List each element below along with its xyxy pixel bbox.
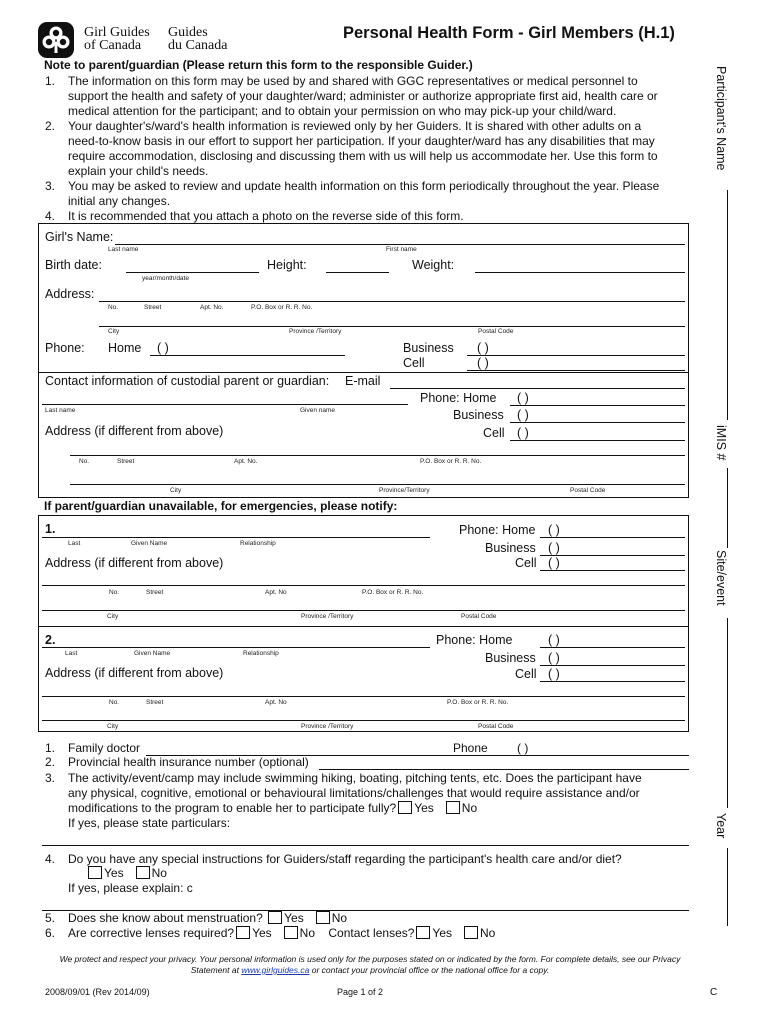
note-item-number: 4. xyxy=(45,209,56,223)
note-item-line: support the health and safety of your daughter/ward; administer or authorize appropriate first aid, health care or xyxy=(68,89,658,103)
guardian-email-field[interactable] xyxy=(390,388,685,389)
health-insurance-label: Provincial health insurance number (optional) xyxy=(68,755,309,769)
q5-yes-checkbox[interactable] xyxy=(268,911,282,924)
address-label: Address: xyxy=(45,287,95,301)
q5-no-checkbox[interactable] xyxy=(316,911,330,924)
logo xyxy=(38,22,243,58)
imis-label: iMIS # xyxy=(714,425,728,461)
height-field[interactable] xyxy=(326,272,389,273)
page-number: Page 1 of 2 xyxy=(337,987,384,997)
note-item-line: explain your child's needs. xyxy=(68,164,209,178)
guardian-address-label: Address (if different from above) xyxy=(45,424,224,438)
emergency-box xyxy=(38,515,689,732)
contact-lenses-no-checkbox[interactable] xyxy=(464,926,478,939)
note-item-number: 1. xyxy=(45,74,56,88)
q3-no-checkbox[interactable] xyxy=(446,801,460,814)
guardian-contact-label: Contact information of custodial parent or guardian: xyxy=(45,374,330,388)
corner-mark: C xyxy=(710,987,718,998)
note-item-line: You may be asked to review and update health information on this form periodically throughout the year. Please xyxy=(68,179,660,193)
logo-name-en: Girl Guides of Canada xyxy=(84,25,150,53)
q6-no-checkbox[interactable] xyxy=(284,926,298,939)
weight-label: Weight: xyxy=(412,258,455,272)
q3-particulars-field[interactable] xyxy=(42,845,689,846)
privacy-link[interactable]: www.girlguides.ca xyxy=(241,965,310,975)
q4-yes-checkbox[interactable] xyxy=(88,866,102,879)
revision-date: 2008/09/01 (Rev 2014/09) xyxy=(45,987,150,997)
q6-yes-checkbox[interactable] xyxy=(236,926,250,939)
q4-question: Do you have any special instructions for Guiders/staff regarding the participant's health care and/or diet? xyxy=(68,852,622,866)
q5-line: Does she know about menstruation? Yes No xyxy=(68,911,348,925)
note-item-line: The information on this form may be used by and shared with GGC representatives or medical personnel to xyxy=(68,74,638,88)
note-item-line: medical attention for the participant; and to obtain your permission on who may pick-up your child/ward. xyxy=(68,104,617,118)
birth-date-label: Birth date: xyxy=(45,258,102,272)
height-label: Height: xyxy=(267,258,307,272)
note-item-line: require accommodation, disclosing and discussing them with us will help us accommodate her. Use this form to xyxy=(68,149,658,163)
home-phone-field[interactable] xyxy=(150,355,345,356)
emergency-1-name-field[interactable] xyxy=(42,537,430,538)
q4-no-checkbox[interactable] xyxy=(136,866,150,879)
note-item-line: initial any changes. xyxy=(68,194,171,208)
participant-name-field[interactable] xyxy=(727,190,728,420)
health-insurance-field[interactable] xyxy=(319,769,689,770)
participant-name-label: Participant's Name xyxy=(714,66,728,171)
family-doctor-label: Family doctor xyxy=(68,741,141,755)
year-field[interactable] xyxy=(727,848,728,926)
imis-field[interactable] xyxy=(727,468,728,548)
site-event-field[interactable] xyxy=(727,618,728,808)
note-item-line: need-to-know basis in our effort to support her participation. If your daughter/ward has any disabilities that may xyxy=(68,134,655,148)
contact-lenses-yes-checkbox[interactable] xyxy=(416,926,430,939)
page-title: Personal Health Form - Girl Members (H.1) xyxy=(343,24,675,42)
emergency-2-name-field[interactable] xyxy=(42,647,430,648)
q4-options: Yes No xyxy=(86,866,167,880)
birth-date-field[interactable] xyxy=(126,272,259,273)
girl-section-box xyxy=(38,223,689,498)
guardian-name-field[interactable] xyxy=(42,404,408,405)
cell-phone-field[interactable] xyxy=(467,370,685,371)
city-field[interactable] xyxy=(99,326,685,327)
q3-line3: modifications to the program to enable her to participate fully? Yes No xyxy=(68,801,478,815)
emergency-heading: If parent/guardian unavailable, for emergencies, please notify: xyxy=(44,499,398,513)
site-event-label: Site/event xyxy=(714,550,728,606)
weight-field[interactable] xyxy=(475,272,685,273)
note-item-line: It is recommended that you attach a photo on the reverse side of this form. xyxy=(68,209,464,223)
note-item-line: Your daughter's/ward's health information is reviewed only by her Guiders. It is shared with other adults on a xyxy=(68,119,642,133)
q3-yes-checkbox[interactable] xyxy=(398,801,412,814)
year-label: Year xyxy=(714,813,728,839)
phone-label: Phone: xyxy=(45,341,85,355)
note-item-number: 3. xyxy=(45,179,56,193)
logo-name-fr: Guides du Canada xyxy=(168,25,228,53)
address-field[interactable] xyxy=(99,301,685,302)
privacy-notice: We protect and respect your privacy. Your personal information is used only for the purposes stated on or indicated by the form. For complete details, see our Privacy Statement at www.girlguides.ca or contact your provincial office or the national office for a copy. xyxy=(59,954,681,975)
note-heading: Note to parent/guardian (Please return this form to the responsible Guider.) xyxy=(44,58,473,72)
business-phone-field[interactable] xyxy=(467,355,685,356)
trefoil-logo-icon xyxy=(38,22,74,58)
note-item-number: 2. xyxy=(45,119,56,133)
girl-name-label: Girl's Name: xyxy=(45,230,114,244)
q6-line: Are corrective lenses required? Yes No Contact lenses? Yes No xyxy=(68,926,496,940)
